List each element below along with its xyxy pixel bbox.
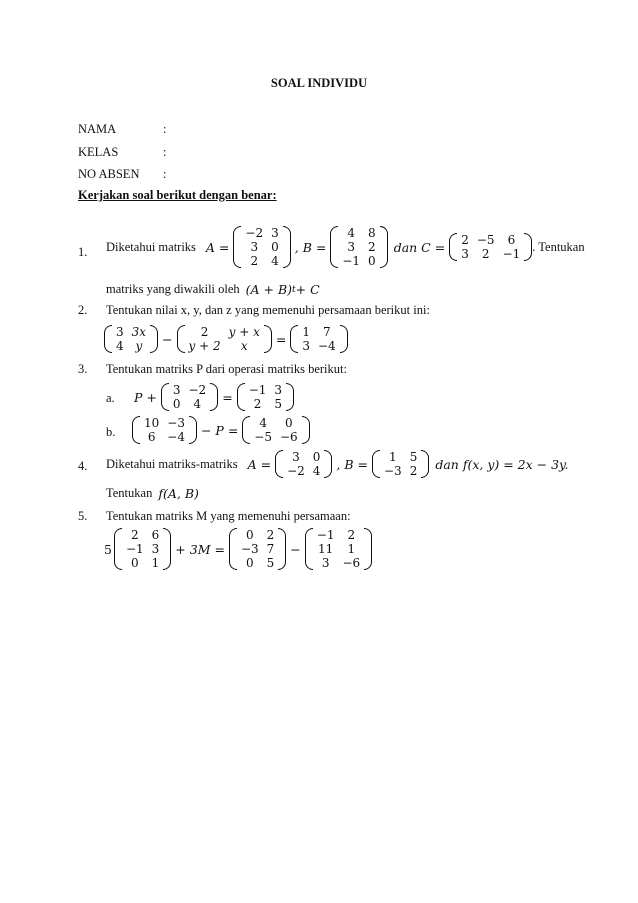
matrix-c: [449, 233, 532, 261]
matrix-entry: 3: [302, 339, 310, 353]
transpose-sup: t: [292, 284, 296, 295]
matrix-entry: 2: [347, 528, 356, 542]
matrix-entry: 3: [250, 240, 259, 254]
question-1-expr: (A + B): [245, 282, 293, 297]
p-plus: P +: [134, 389, 157, 405]
matrix-entry: −5: [476, 233, 495, 247]
matrix-entry: 6: [147, 430, 156, 444]
instruction-heading: Kerjakan soal berikut dengan benar:: [78, 188, 277, 202]
function-definition: dan f(x, y) = 2x − 3y.: [435, 456, 569, 472]
question-4-expr: f(A, B): [158, 486, 199, 501]
matrix-q2-1: [104, 325, 158, 353]
matrix-q4-b: [372, 450, 429, 478]
matrix-entry: y + 2: [188, 339, 221, 353]
matrix-entry: 1: [389, 450, 397, 464]
matrix-entry: 3: [347, 240, 356, 254]
minus-sign: −: [290, 541, 301, 557]
matrix-entry: 4: [193, 397, 202, 411]
matrix-entry: 4: [116, 339, 124, 353]
matrix-b: [330, 226, 387, 268]
coefficient-5: 5: [104, 541, 112, 557]
question-4-line-2: [106, 486, 199, 501]
matrix-entry: 0: [130, 556, 139, 570]
equals-sign: =: [222, 389, 233, 405]
matrix-entry: x: [240, 339, 248, 353]
question-4-number: 4.: [78, 459, 88, 473]
matrix-b-label: , B =: [294, 239, 327, 255]
matrix-entry: 3: [274, 383, 283, 397]
matrix-q4-a: [275, 450, 332, 478]
matrix-entry: 2: [461, 233, 469, 247]
matrix-entry: 0: [271, 240, 279, 254]
matrix-entry: −2: [287, 464, 305, 478]
matrix-entry: −4: [167, 430, 185, 444]
class-colon: :: [163, 145, 167, 159]
matrix-entry: 11: [317, 542, 334, 556]
matrix-q3a-1: [161, 383, 218, 411]
question-2-equation: [104, 325, 348, 353]
matrix-a: [233, 226, 290, 268]
matrix-entry: 8: [368, 226, 376, 240]
question-2-text: Tentukan nilai x, y, dan z yang memenuhi persamaan berikut ini:: [106, 303, 430, 317]
matrix-entry: 0: [312, 450, 321, 464]
matrix-entry: 10: [144, 416, 160, 430]
minus-p-equals: − P =: [200, 422, 239, 438]
matrix-entry: −2: [188, 383, 207, 397]
matrix-entry: 3: [271, 226, 279, 240]
matrix-entry: −1: [502, 247, 521, 261]
matrix-entry: −6: [280, 430, 298, 444]
matrix-entry: 6: [151, 528, 160, 542]
matrix-q3b-1: [132, 416, 197, 444]
matrix-entry: 3: [461, 247, 469, 261]
matrix-entry: −2: [245, 226, 264, 240]
matrix-entry: 4: [259, 416, 267, 430]
matrix-entry: −1: [248, 383, 267, 397]
matrix-entry: y + x: [228, 325, 260, 339]
matrix-entry: 1: [302, 325, 310, 339]
question-1-tail: . Tentukan: [532, 239, 585, 254]
matrix-entry: 2: [481, 247, 490, 261]
matrix-entry: 2: [266, 528, 275, 542]
matrix-entry: −3: [240, 542, 259, 556]
matrix-entry: 1: [347, 542, 356, 556]
matrix-entry: 2: [200, 325, 209, 339]
question-5-equation: [104, 528, 372, 570]
matrix-entry: 1: [151, 556, 160, 570]
matrix-entry: 3: [116, 325, 124, 339]
matrix-entry: 3: [321, 556, 330, 570]
matrix-entry: 5: [409, 450, 418, 464]
matrix-entry: 6: [507, 233, 516, 247]
matrix-q3a-2: [237, 383, 294, 411]
matrix-a-label: A =: [205, 239, 230, 255]
question-3a-equation: [134, 383, 294, 411]
matrix-entry: 3: [292, 450, 300, 464]
matrix-entry: 4: [312, 464, 321, 478]
name-colon: :: [163, 122, 167, 136]
question-3-number: 3.: [78, 362, 88, 376]
question-3b-equation: [132, 416, 310, 444]
equals-sign: =: [275, 331, 287, 347]
matrix-entry: 0: [245, 528, 254, 542]
matrix-entry: 2: [409, 464, 418, 478]
matrix-c-label: dan C =: [393, 239, 446, 255]
question-3-text: Tentukan matriks P dari operasi matriks berikut:: [106, 362, 347, 376]
matrix-entry: 0: [245, 556, 254, 570]
matrix-entry: −5: [254, 430, 272, 444]
class-label: KELAS: [78, 145, 119, 159]
matrix-entry: −4: [318, 339, 336, 353]
matrix-entry: y: [135, 339, 143, 353]
question-3a-label: a.: [106, 391, 115, 405]
matrix-entry: 3: [172, 383, 181, 397]
matrix-q2-2: [177, 325, 272, 353]
matrix-entry: 7: [323, 325, 331, 339]
question-1-line: [106, 226, 585, 268]
matrix-entry: −1: [342, 254, 361, 268]
question-5-text: Tentukan matriks M yang memenuhi persamaan:: [106, 509, 351, 523]
absen-label: NO ABSEN: [78, 167, 140, 181]
question-1-expr-end: + C: [295, 282, 320, 297]
matrix-a-label: A =: [247, 456, 272, 472]
matrix-entry: 2: [130, 528, 139, 542]
question-1-number: 1.: [78, 245, 88, 259]
question-1-line-2: [106, 282, 320, 297]
matrix-entry: 0: [368, 254, 376, 268]
minus-sign: −: [162, 331, 173, 347]
matrix-entry: 2: [368, 240, 376, 254]
question-4-line2-text: Tentukan: [106, 486, 153, 500]
matrix-entry: 0: [285, 416, 293, 430]
matrix-entry: −3: [167, 416, 185, 430]
matrix-entry: 2: [250, 254, 259, 268]
plus-3m-equals: + 3M =: [175, 541, 225, 557]
matrix-entry: −1: [125, 542, 144, 556]
matrix-entry: 2: [253, 397, 262, 411]
name-label: NAMA: [78, 122, 117, 136]
matrix-q5-2: [229, 528, 286, 570]
matrix-entry: −6: [342, 556, 361, 570]
matrix-entry: 5: [266, 556, 275, 570]
question-1-lead: Diketahui matriks: [106, 239, 196, 254]
matrix-q3b-2: [242, 416, 309, 444]
question-2-number: 2.: [78, 303, 88, 317]
matrix-entry: 3x: [131, 325, 147, 339]
question-3b-label: b.: [106, 425, 116, 439]
question-5-number: 5.: [78, 509, 88, 523]
matrix-entry: 3: [151, 542, 160, 556]
matrix-entry: −1: [316, 528, 335, 542]
matrix-entry: 0: [172, 397, 181, 411]
question-4-lead: Diketahui matriks-matriks: [106, 456, 238, 471]
matrix-entry: 4: [347, 226, 356, 240]
matrix-q2-3: [290, 325, 347, 353]
question-1-line2-text: matriks yang diwakili oleh: [106, 282, 240, 296]
matrix-entry: 4: [271, 254, 279, 268]
matrix-q5-3: [305, 528, 372, 570]
matrix-entry: 7: [266, 542, 275, 556]
matrix-entry: −3: [384, 464, 402, 478]
matrix-q5-1: [114, 528, 171, 570]
absen-colon: :: [163, 167, 167, 181]
matrix-entry: 5: [274, 397, 283, 411]
page-title: SOAL INDIVIDU: [270, 76, 368, 90]
matrix-b-label: , B =: [336, 456, 368, 472]
question-4-line: [106, 450, 568, 478]
